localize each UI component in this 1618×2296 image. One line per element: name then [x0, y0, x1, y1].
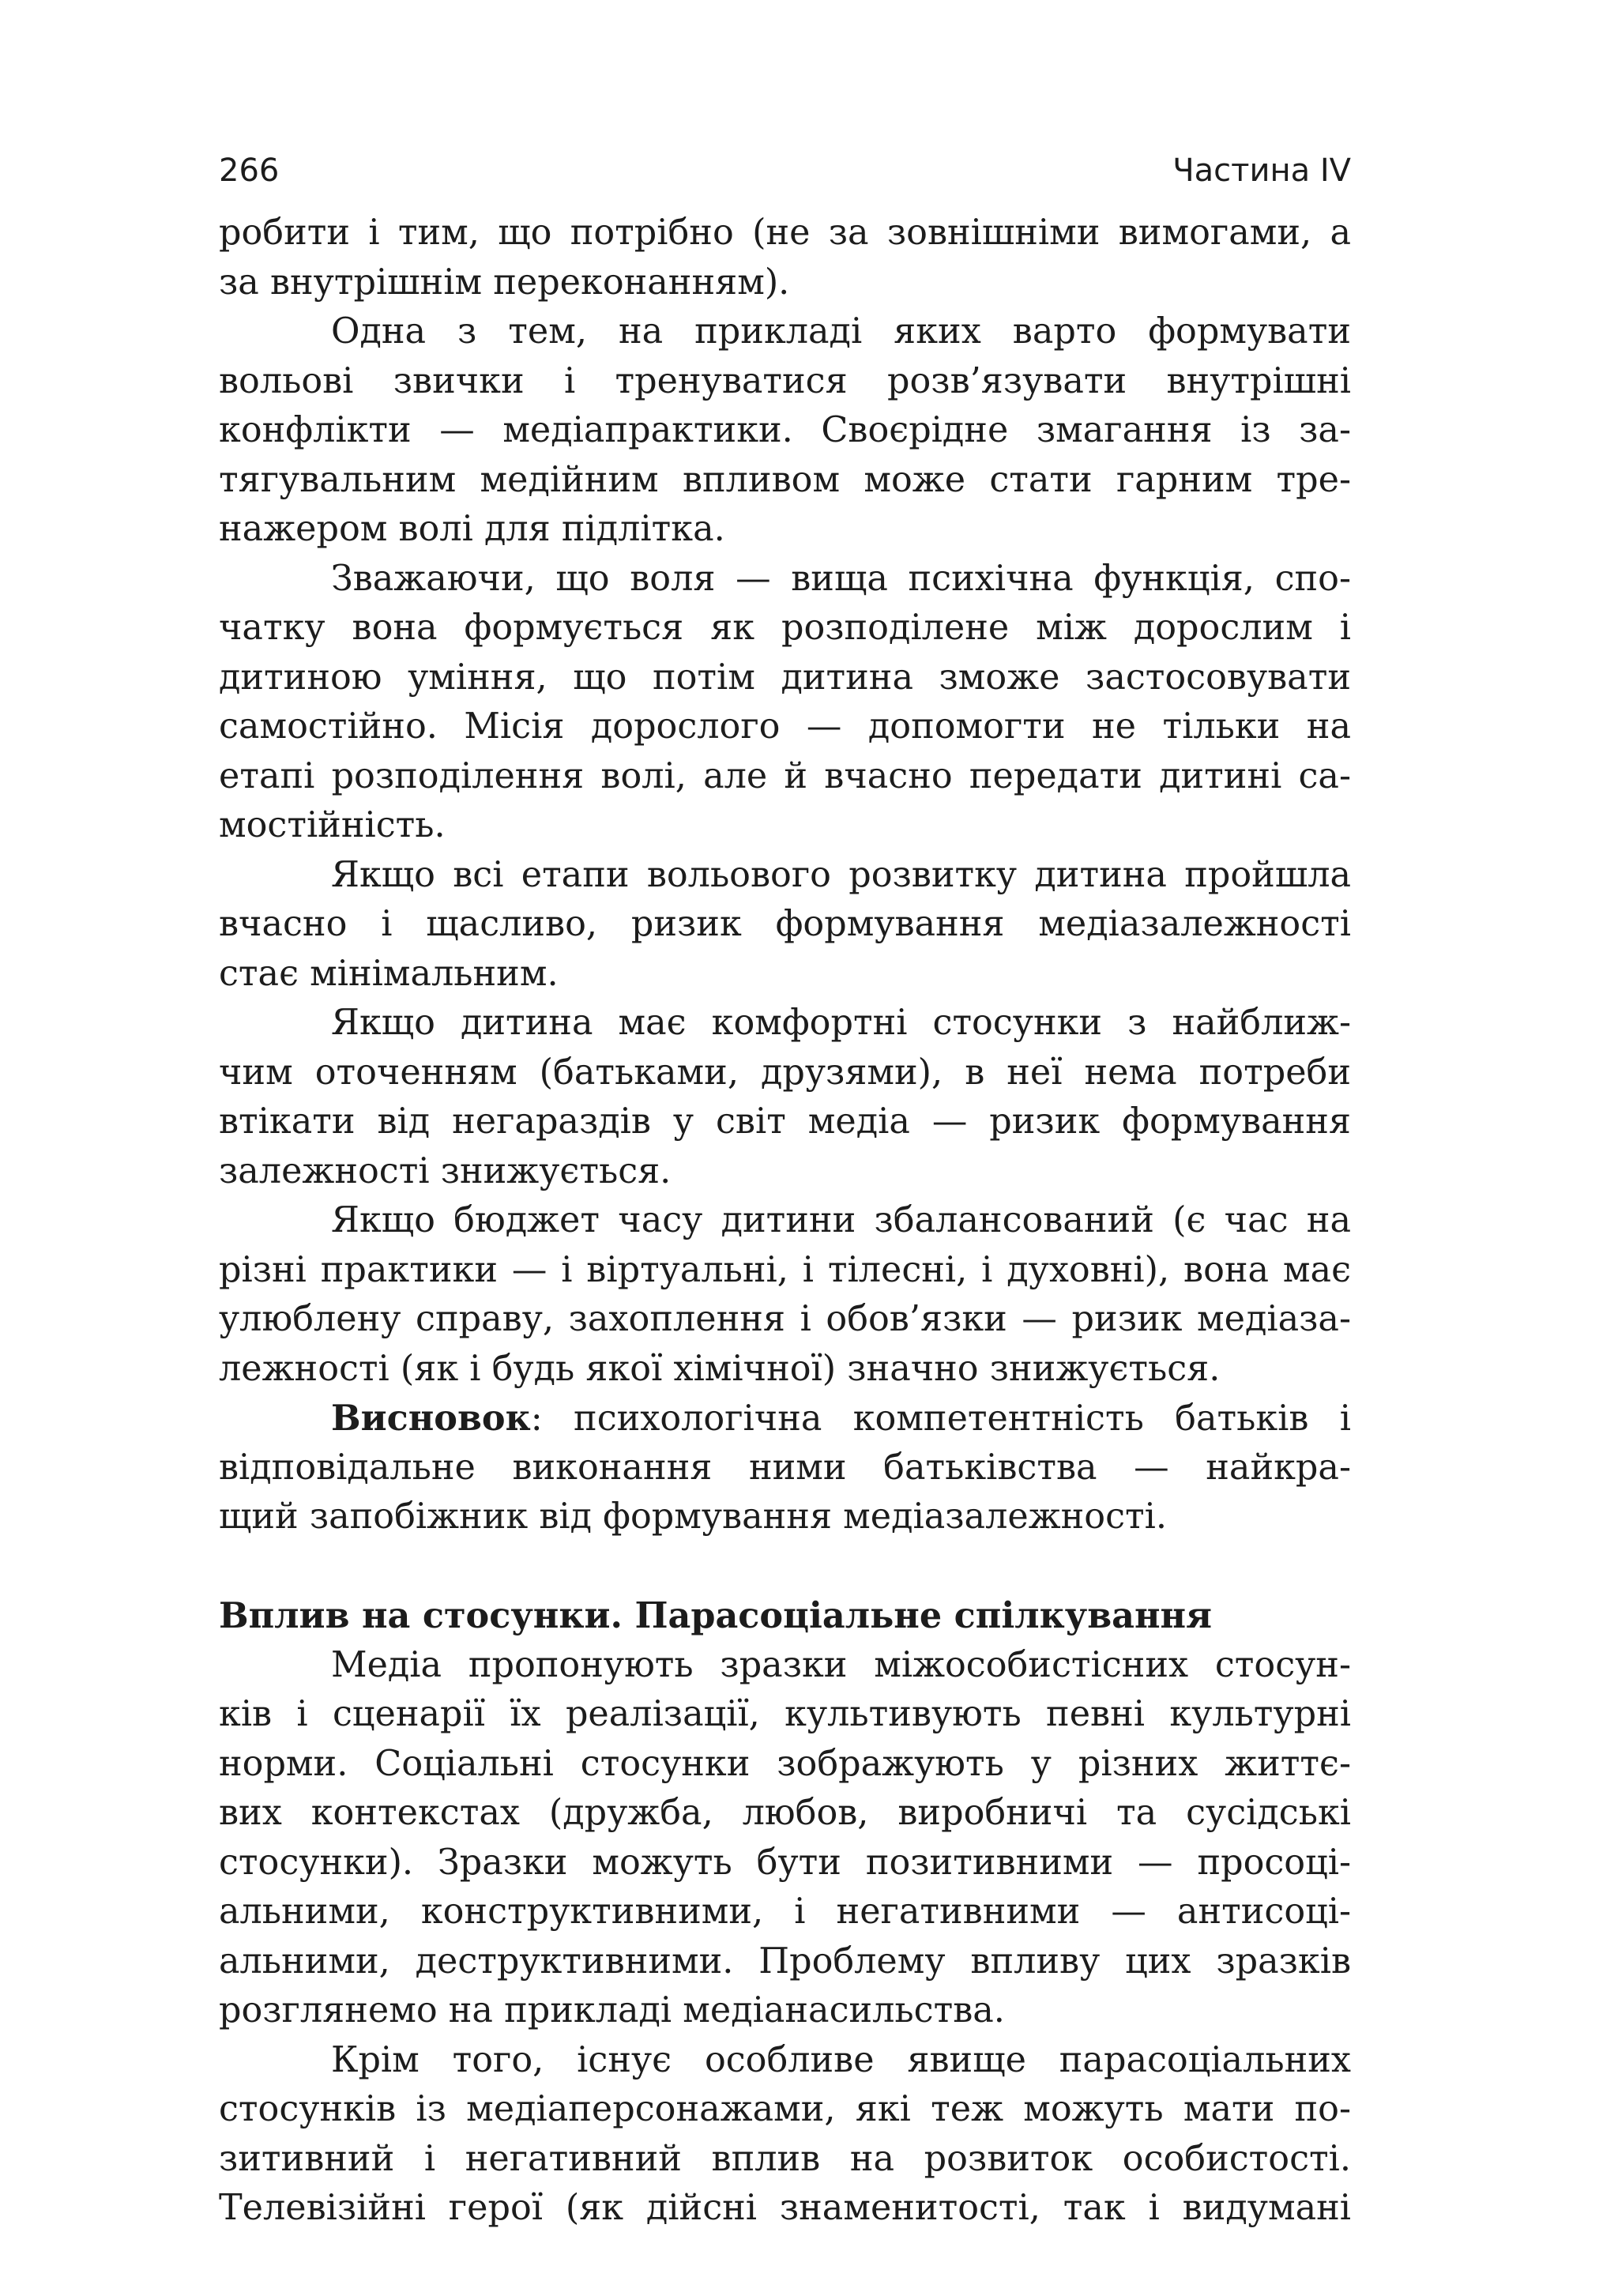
chapter-label: Частина IV	[1172, 152, 1351, 189]
line-text: : психологічна компетентність батьків і	[530, 1398, 1351, 1439]
text-line: стає мінімальним.	[219, 953, 559, 994]
text-line: за внутрішнім переконанням).	[219, 262, 790, 303]
text-line: улюблену справу, захоплення і обов’язки — ризик медіаза-	[219, 1299, 1351, 1339]
text-line: етапі розподілення волі, але й вчасно передати дитині са-	[219, 755, 1351, 796]
text-line: лежності (як і будь якої хімічної) значно знижується.	[219, 1348, 1221, 1389]
text-line: тягувальним медійним впливом може стати гарним тре-	[219, 459, 1351, 500]
text-line: щий запобіжник від формування медіазалежності.	[219, 1496, 1168, 1537]
text-line: втікати від негараздів у світ медіа — ризик формування	[219, 1101, 1351, 1142]
body-text	[219, 209, 1351, 2234]
text-line: робити і тим, що потрібно (не за зовнішніми вимогами, а	[219, 213, 1351, 253]
text-line: стосунків із медіаперсонажами, які теж можуть мати по-	[219, 2089, 1351, 2129]
text-line: конфлікти — медіапрактики. Своєрідне змагання із за-	[219, 410, 1351, 450]
text-line: Крім того, існує особливе явище парасоціальних	[331, 2039, 1351, 2080]
running-header	[219, 149, 1351, 193]
text-line: зитивний і негативний вплив на розвиток особистості.	[219, 2138, 1351, 2179]
text-line: чим оточенням (батьками, друзями), в неї нема потреби	[219, 1052, 1351, 1093]
page-number: 266	[219, 152, 280, 189]
text-line: стосунки). Зразки можуть бути позитивними — просоці-	[219, 1842, 1351, 1883]
text-line: альними, деструктивними. Проблему впливу цих зразків	[219, 1940, 1351, 1982]
text-line: Медіа пропонують зразки міжособистісних стосун-	[331, 1644, 1351, 1685]
text-line: нажером волі для підлітка.	[219, 509, 725, 549]
text-line: різні практики — і віртуальні, і тілесні, і духовні), вона має	[219, 1249, 1351, 1290]
text-line: Зважаючи, що воля — вища психічна функція, спо-	[331, 558, 1351, 599]
text-line: Якщо всі етапи вольового розвитку дитина пройшла	[331, 854, 1351, 895]
text-line: вих контекстах (дружба, любов, виробничі та сусідські	[219, 1793, 1351, 1833]
text-line: залежності знижується.	[219, 1150, 672, 1191]
section-spacer	[219, 1542, 1351, 1592]
section-heading: Вплив на стосунки. Парасоціальне спілкування	[219, 1595, 1212, 1636]
text-line: дитиною уміння, що потім дитина зможе застосовувати	[219, 657, 1351, 698]
text-line: альними, конструктивними, і негативними — антисоці-	[219, 1891, 1351, 1932]
text-line: чатку вона формується як розподілене між дорослим і	[219, 608, 1351, 648]
text-line: розглянемо на прикладі медіанасильства.	[219, 1990, 1005, 2031]
text-line: відповідальне виконання ними батьківства — найкра-	[219, 1447, 1351, 1488]
text-line: Одна з тем, на прикладі яких варто формувати	[331, 311, 1351, 352]
text-line: Телевізійні герої (як дійсні знаменитості, так і видумані	[219, 2188, 1351, 2228]
text-line: самостійно. Місія дорослого — допомогти не тільки на	[219, 706, 1351, 747]
text-line: Якщо бюджет часу дитини збалансований (є час на	[331, 1200, 1351, 1240]
text-line: норми. Соціальні стосунки зображують у різних життє-	[219, 1743, 1351, 1784]
text-line: вольові звички і тренуватися розв’язувати внутрішні	[219, 360, 1351, 401]
text-line: ків і сценарії їх реалізації, культивують певні культурні	[219, 1694, 1351, 1734]
bold-term: Висновок	[331, 1398, 531, 1439]
text-line	[219, 1394, 1351, 1443]
text-line: вчасно і щасливо, ризик формування медіазалежності	[219, 904, 1351, 944]
text-line: Якщо дитина має комфортні стосунки з найближ-	[331, 1003, 1351, 1043]
text-line: мостійність.	[219, 805, 446, 845]
